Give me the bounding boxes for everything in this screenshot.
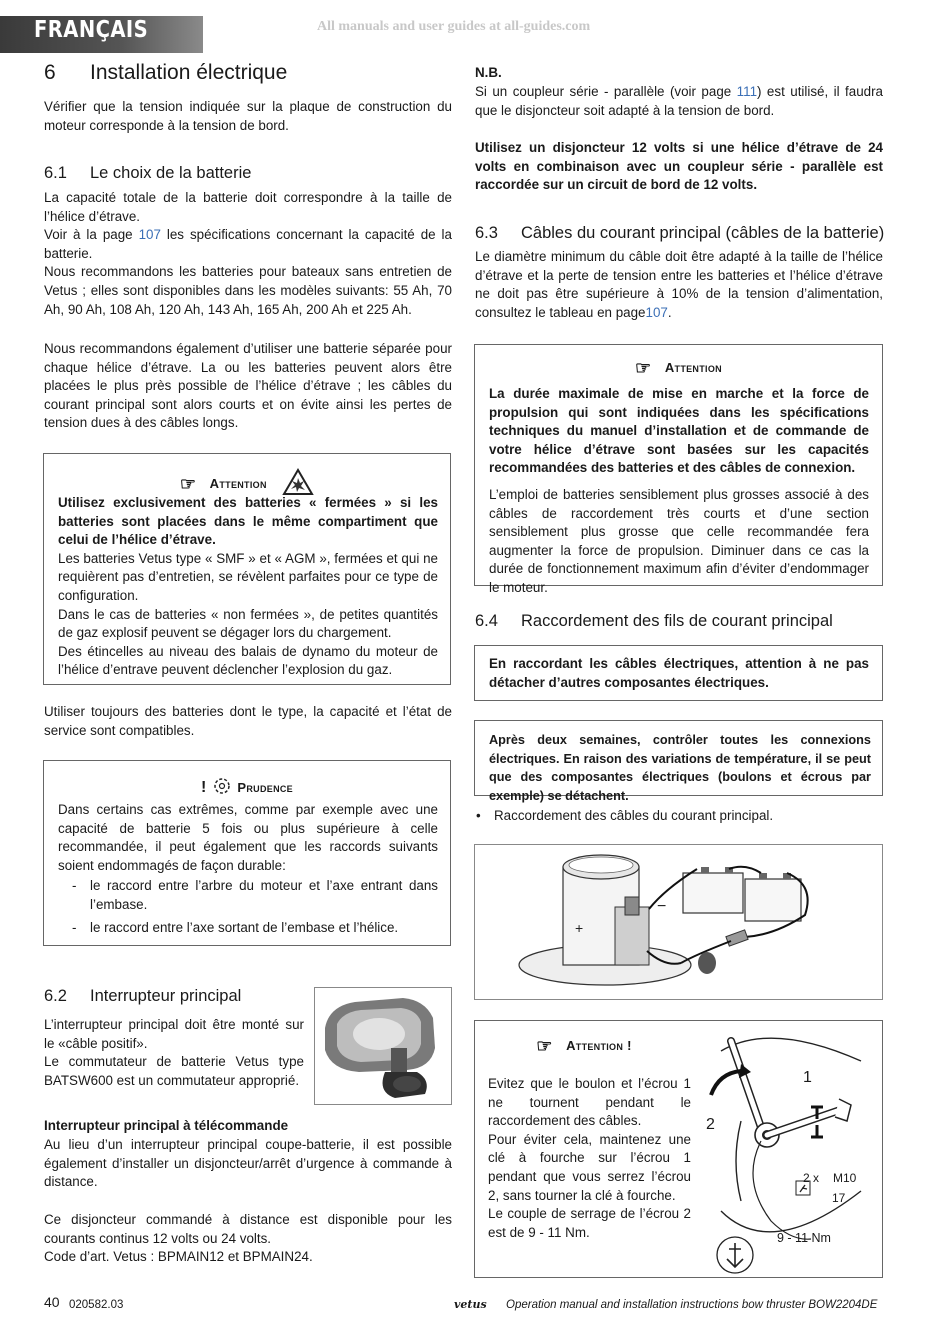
- exclamation-icon: !: [201, 779, 207, 796]
- language-label: FRANÇAIS: [34, 17, 149, 43]
- paragraph: La capacité totale de la batterie doit correspondre à la taille de l’hélice d’étrave.: [44, 190, 452, 224]
- svg-text:−: −: [657, 898, 667, 915]
- wrench-size: 17: [832, 1191, 846, 1205]
- watermark: All manuals and user guides at all-guides.com: [317, 19, 591, 34]
- battery-text: [44, 189, 452, 319]
- paragraph: Les batteries Vetus type « SMF » et « AGM », fermées et qui ne requièrent pas d’entretien, se révèlent parfaites pour ce type de configuration.: [58, 550, 438, 603]
- battery-switch-image: [315, 988, 451, 1104]
- section-title: Le choix de la batterie: [90, 164, 252, 182]
- remote-switch-subtitle: Interrupteur principal à télécommande: [44, 1118, 289, 1133]
- section-title: Interrupteur principal: [90, 987, 242, 1005]
- page-link[interactable]: 111: [736, 84, 758, 99]
- pointing-hand-icon: ☞: [536, 1036, 553, 1056]
- svg-text:+: +: [575, 920, 584, 936]
- section-6-3-heading: [475, 224, 884, 243]
- attention-box: [43, 453, 451, 685]
- box-header: [475, 359, 882, 381]
- paragraph: Dans certains cas extrêmes, comme par exemple avec une capacité de batterie 5 fois ou plus supérieure à celle recommandée, il peut également que les raccords suivants soient endommagés de façon durable:: [58, 802, 438, 873]
- bold-note: Utilisez un disjoncteur 12 volts si une hélice d’étrave de 24 volts en combinaison avec un coupleur série - parallèle est raccordée sur un circuit de bord de 12 volts.: [475, 140, 883, 193]
- box-title: Prudence: [237, 780, 293, 795]
- label-nut-1: 1: [803, 1069, 812, 1086]
- paragraph: Le couple de serrage de l’écrou 2 est de 9 - 11 Nm.: [488, 1206, 691, 1240]
- paragraph: Si un coupleur série - parallèle (voir page 111) est utilisé, il faudra que le disjoncteur soit adapté à la tension de bord.: [475, 84, 884, 118]
- battery-switch-photo: [314, 987, 452, 1105]
- box-header: [44, 775, 450, 797]
- bolt-size: M10: [833, 1171, 857, 1185]
- dash-list-item: - le raccord entre l’axe sortant de l’embase et l’hélice.: [58, 919, 438, 938]
- brand-logo: vetus: [454, 1298, 487, 1311]
- section-6-4-heading: [475, 612, 833, 631]
- box-title: Attention !: [566, 1038, 632, 1053]
- paragraph: Voir à la page 107 les spécifications concernant la capacité de la batterie.: [44, 227, 452, 261]
- bullet-item: • Raccordement des câbles du courant principal.: [476, 807, 894, 826]
- label-nut-2: 2: [706, 1116, 715, 1133]
- attention-box: [474, 1020, 883, 1278]
- warning-box: [474, 645, 883, 701]
- paragraph: Dans le cas de batteries « non fermées », de petites quantités de gaz explosif peuvent se dégager lors du chargement.: [58, 606, 438, 641]
- language-banner: [0, 16, 203, 53]
- paragraph: Pour éviter cela, maintenez une clé à fourche sur l’écrou 1 pendant que vous serrez l’écrou 2, sans tourner la clé à fourche.: [488, 1131, 691, 1203]
- box-title: Attention: [209, 476, 267, 491]
- box-header: [44, 468, 450, 492]
- section-6-1-heading: [44, 164, 251, 183]
- page-number: 40: [44, 1294, 60, 1310]
- paragraph: Des étincelles au niveau des balais de dynamo du moteur de l’hélice d’entrave peuvent déclencher l’explosion du gaz.: [58, 643, 438, 678]
- section-title: Raccordement des fils de courant principal: [521, 612, 833, 630]
- section-title: Installation électrique: [90, 61, 288, 84]
- torque-value: 9 - 11 Nm: [777, 1231, 831, 1245]
- section-title: Câbles du courant principal (câbles de la batterie): [521, 224, 885, 242]
- article-codes: Code d’art. Vetus : BPMAIN12 et BPMAIN24.: [44, 1249, 313, 1265]
- paragraph: Ce disjoncteur commandé à distance est disponible pour les courants continus 12 volts ou 24 volts.: [44, 1212, 452, 1246]
- paragraph: Le diamètre minimum du câble doit être adapté à la taille de l’hélice d’étrave et la perte de tension entre les batteries et l’hélice d’étrave ne doit pas être supérieure à 10% de la tension d’alimentation, consultez le tableau en page107.: [475, 249, 883, 320]
- caution-box: [43, 760, 451, 946]
- wiring-diagram: [474, 844, 883, 1000]
- pointing-hand-icon: ☞: [179, 474, 197, 494]
- paragraph: L’interrupteur principal doit être monté sur le «câble positif».: [44, 1017, 304, 1051]
- section-number: 6.1: [44, 164, 67, 182]
- paragraph: Le commutateur de batterie Vetus type BATSW600 est un commutateur approprié.: [44, 1054, 304, 1088]
- bold-warning: La durée maximale de mise en marche et la force de propulsion qui sont indiquées dans les spécifications techniques du manuel d’installation et de commande de votre hélice d’étrave sont basées sur les capacités recommandées des batteries et des câbles de connexion.: [489, 386, 869, 476]
- manual-title: Operation manual and installation instructions bow thruster BOW2204DE: [506, 1299, 878, 1311]
- paragraph: Evitez que le boulon et l’écrou 1 ne tournent pendant le raccordement des câbles.: [488, 1076, 691, 1129]
- bold-warning: Utilisez exclusivement des batteries « fermées » si les batteries sont placées dans le même compartiment que celui de l’hélice d’étrave.: [58, 495, 438, 548]
- document-number: 020582.03: [69, 1299, 124, 1311]
- page-link[interactable]: 107: [138, 227, 161, 243]
- section-number: 6: [44, 61, 56, 84]
- attention-box: [474, 344, 883, 595]
- paragraph: Au lieu d’un interrupteur principal coupe-batterie, il est possible également d’installer un disjoncteur/arrêt d’urgence à commande à distance.: [44, 1137, 452, 1190]
- page-link[interactable]: 107: [645, 304, 668, 320]
- section-number: 6.2: [44, 987, 67, 1005]
- section-number: 6.4: [475, 612, 498, 630]
- dash-list-item: - le raccord entre l’arbre du moteur et l’axe entrant dans l’embase.: [58, 877, 438, 914]
- main-switch-text: [44, 1016, 304, 1090]
- warning-box: [474, 720, 883, 803]
- section-6-2-heading: [44, 987, 241, 1006]
- paragraph: Utiliser toujours des batteries dont le type, la capacité et l’état de service sont compatibles.: [44, 704, 452, 738]
- paragraph: Nous recommandons également d’utiliser une batterie séparée pour chaque hélice d’étrave. La ou les batteries peuvent alors être placées le plus près possible de l’hélice d’étrave ; les câbles du courant principal sont alors courts et on évite ainsi les pertes de tension dues à des câbles longs.: [44, 341, 452, 431]
- box-header: [489, 1037, 679, 1057]
- thruster-battery-wiring-illustration: [475, 845, 882, 999]
- gear-caution-icon: [210, 775, 234, 797]
- explosion-warning-icon: [282, 468, 314, 496]
- nb-title: N.B.: [475, 65, 502, 80]
- paragraph: L’emploi de batteries sensiblement plus grosses associé à des câbles de raccordement très courts et d’une section sensiblement plus grosse que celle recommandée fera augmenter la force de propulsion. Diminuer dans ce cas la durée de fonctionnement maximum afin d’éviter d’endommager le moteur.: [489, 486, 869, 595]
- paragraph: Nous recommandons les batteries pour bateaux sans entretien de Vetus ; elles sont disponibles dans les modèles suivants: 55 Ah, 70 Ah, 90 Ah, 108 Ah, 120 Ah, 143 Ah, 165 Ah, 200 Ah et 225 Ah.: [44, 264, 452, 317]
- bold-warning: En raccordant les câbles électriques, attention à ne pas détacher d’autres composantes électriques.: [489, 656, 869, 690]
- box-title: Attention: [664, 360, 722, 375]
- bolt-quantity: 2 x: [803, 1171, 820, 1185]
- section-number: 6.3: [475, 224, 498, 242]
- section-6-heading: [44, 61, 288, 84]
- pointing-hand-icon: ☞: [635, 358, 652, 378]
- intro-paragraph: Vérifier que la tension indiquée sur la plaque de construction du moteur corresponde à la tension de bord.: [44, 99, 452, 133]
- bold-warning: Après deux semaines, contrôler toutes les connexions électriques. En raison des variations de température, il se peut que des composantes électriques (boulons et écrous par exemple) se détachent.: [489, 733, 871, 803]
